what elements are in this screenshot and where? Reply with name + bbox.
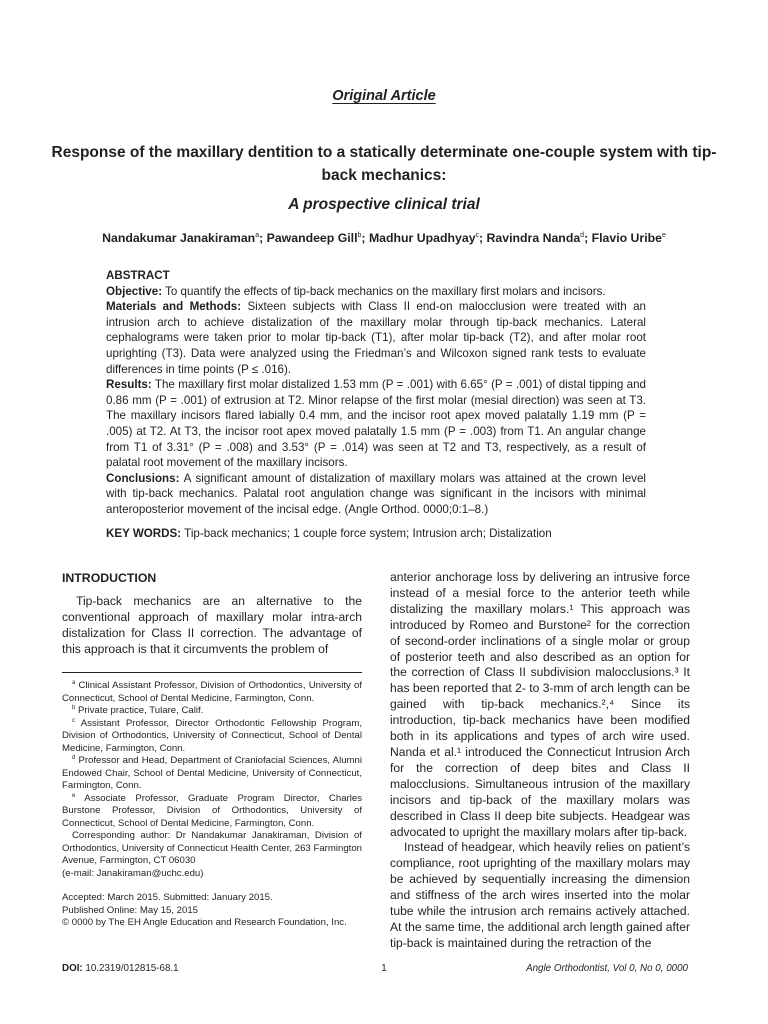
author-separator: ; [479,231,487,245]
footnote-d: $^d$ Professor and Head, Department of Craniofacial Sciences, Alumni Endowed Chair, School of Dental Medicine, University of Connecticut, Farmington, Conn. [62,754,362,791]
corresponding-email: (e-mail: Janakiraman@uchc.edu) [62,867,204,879]
author-list [30,231,738,245]
abstract-results [106,377,646,471]
doi-value: 10.2319/012815-68.1 [82,963,179,974]
author-name: Flavio Uribe [591,231,662,245]
author-affiliation-mark: d [580,231,585,239]
footnote-text: Assistant Professor, Director Orthodontic Fellowship Program, Division of Orthodontics, University of Connecticut, School of Dental Medicine, Farmington, Conn. [62,717,362,754]
author-name: Nandakumar Janakiraman [102,231,256,245]
author-affiliation-mark: c [475,231,480,239]
author-separator: ; [259,231,267,245]
author-separator: ; [584,231,592,245]
article-subtitle: A prospective clinical trial [288,196,480,213]
copyright-notice: © 0000 by The EH Angle Education and Research Foundation, Inc. [62,917,347,928]
footnotes [62,680,362,930]
conclusions-label: Conclusions: [106,471,180,485]
footnote-c: $^c$ Assistant Professor, Director Orthodontic Fellowship Program, Division of Orthodontics, University of Connecticut, School of Dental Medicine, Farmington, Conn. [62,717,362,754]
intro-paragraph: Instead of headgear, which heavily relies on patient’s compliance, root uprighting of the maxillary molars may be achieved by sequentially increasing the dimension and stiffness of the arch wires inserted into the molar tube while the intrusion arch remains actively attached. At the same time, the additional arch length gained after tip-back is maintained during the retraction of the [390,840,690,950]
abstract-heading: ABSTRACT [106,269,170,282]
accepted-date: Accepted: March 2015. Submitted: January 2015. [62,892,273,903]
intro-paragraph: anterior anchorage loss by delivering an intrusive force instead of a mesial force to the anterior teeth while distalizing the maxillary molars.¹ This approach was introduced by Romeo and Burstone² for the correction of second-order inclinations of a single molar or group of posterior teeth and also described as an option for the correction of Class II subdivision malocclusions.³ It has been reported that 2- to 3-mm of arch length can be gained with tip-back mechanics.²,⁴ Since its introduction, tip-back mechanics have been modified both in its applications and types of arch wire used. Nanda et al.¹ introduced the Connecticut Intrusion Arch for the correction of deep bites and Class II malocclusions. Simultaneous intrusion of the maxillary incisors and tip-back of the maxillary molars was described in Class II deep bite subjects. Headgear was advocated to upright the maxillary molars after tip-back. [390,570,690,839]
author-name: Pawandeep Gill [266,231,358,245]
keywords-label: KEY WORDS: [106,526,182,540]
objective-text: To quantify the effects of tip-back mechanics on the maxillary first molars and incisors. [162,284,606,298]
author-affiliation-mark: e [661,231,666,239]
footnote-text: Private practice, Tulare, Calif. [78,705,204,716]
footnote-e: $^e$ Associate Professor, Graduate Program Director, Charles Burstone Professor, Division of Orthodontics, University of Connecticut, School of Dental Medicine, Farmington, Conn. [62,792,362,829]
intro-paragraph: Tip-back mechanics are an alternative to the conventional approach of maxillary molar intra-arch distalization for Class II correction. The advantage of this approach is that it circumvents the problem of [62,594,362,656]
page-number: 1 [381,963,387,974]
left-column-body [62,594,362,658]
footnote-text: Clinical Assistant Professor, Division of Orthodontics, University of Connecticut, School of Dental Medicine, Farmington, Conn. [62,680,362,704]
objective-label: Objective: [106,284,163,298]
footnote-text: Professor and Head, Department of Craniofacial Sciences, Alumni Endowed Chair, School of Dental Medicine, University of Connecticut, Farmington, Conn. [62,755,362,791]
methods-text: Sixteen subjects with Class II end-on malocclusion were treated with an intrusion arch to achieve distalization of the maxillary molar through tip-back mechanics. Lateral cephalograms were taken prior to molar tip-back (T1), after molar tip-back (T2), and after molar root uprighting (T3). Data were analyzed using the Friedman’s and Wilcoxon signed rank tests to evaluate differences in time points (P ≤ .016). [106,300,646,376]
methods-label: Materials and Methods: [106,300,242,314]
published-date: Published Online: May 15, 2015 [62,904,198,916]
author-affiliation-mark: a [255,231,260,239]
keywords-text: Tip-back mechanics; 1 couple force system; Intrusion arch; Distalization [181,526,552,540]
section-label: Original Article [332,88,436,104]
keywords [106,526,646,542]
conclusions-text: A significant amount of distalization of maxillary molars was attained at the crown level with tip-back mechanics. Palatal root angulation change was significant in the incisors with minimal anteroposterior movement of the incisal edge. (Angle Orthod. 0000;0:1–8.) [106,471,646,516]
doi-label: DOI: [62,963,83,974]
footnote-divider [62,672,362,673]
introduction-heading: INTRODUCTION [62,571,157,585]
article-title: Response of the maxillary dentition to a statically determinate one-couple system with tip-back mechanics: [51,144,717,184]
journal-citation: Angle Orthodontist, Vol 0, No 0, 0000 [526,963,688,974]
author-name: Madhur Upadhyay [368,231,476,245]
footnote-text: Associate Professor, Graduate Program Director, Charles Burstone Professor, Division of Orthodontics, University of Connecticut, School of Dental Medicine, Farmington, Conn. [62,792,362,829]
author-separator: ; [361,231,369,245]
abstract [106,268,646,541]
footnote-a: $^a$ Clinical Assistant Professor, Division of Orthodontics, University of Connecticut, School of Dental Medicine, Farmington, Conn. [62,679,362,704]
abstract-conclusions [106,471,646,518]
footnote-b: $^b$ Private practice, Tulare, Calif. [72,704,204,716]
abstract-objective [106,284,646,300]
author-affiliation-mark: b [357,231,362,239]
results-text: The maxillary first molar distalized 1.53 mm (P = .001) with 6.65° (P = .001) of distal tipping and 0.86 mm (P = .001) of extrusion at T2. Minor relapse of the first molar (mesial direction) was seen at T3. The maxillary incisors flared labially 0.4 mm, and the incisor root apex moved palatally 1.19 mm (P = .005) at T2. At T3, the incisor root apex moved palatally 1.5 mm (P = .003) from T1. An angular change from T1 of 3.31° (P = .008) and 3.53° (P = .014) was seen at T2 and T3, respectively, as a result of palatal root movement of the maxillary incisors. [106,378,646,470]
results-label: Results: [106,378,152,392]
author-name: Ravindra Nanda [486,231,581,245]
right-column-body [390,570,690,952]
corresponding-author: Corresponding author: Dr Nandakumar Janakiraman, Division of Orthodontics, University of Connecticut Health Center, 263 Farmington Avenue, Farmington, CT 06030 [62,830,362,866]
abstract-methods [106,299,646,377]
